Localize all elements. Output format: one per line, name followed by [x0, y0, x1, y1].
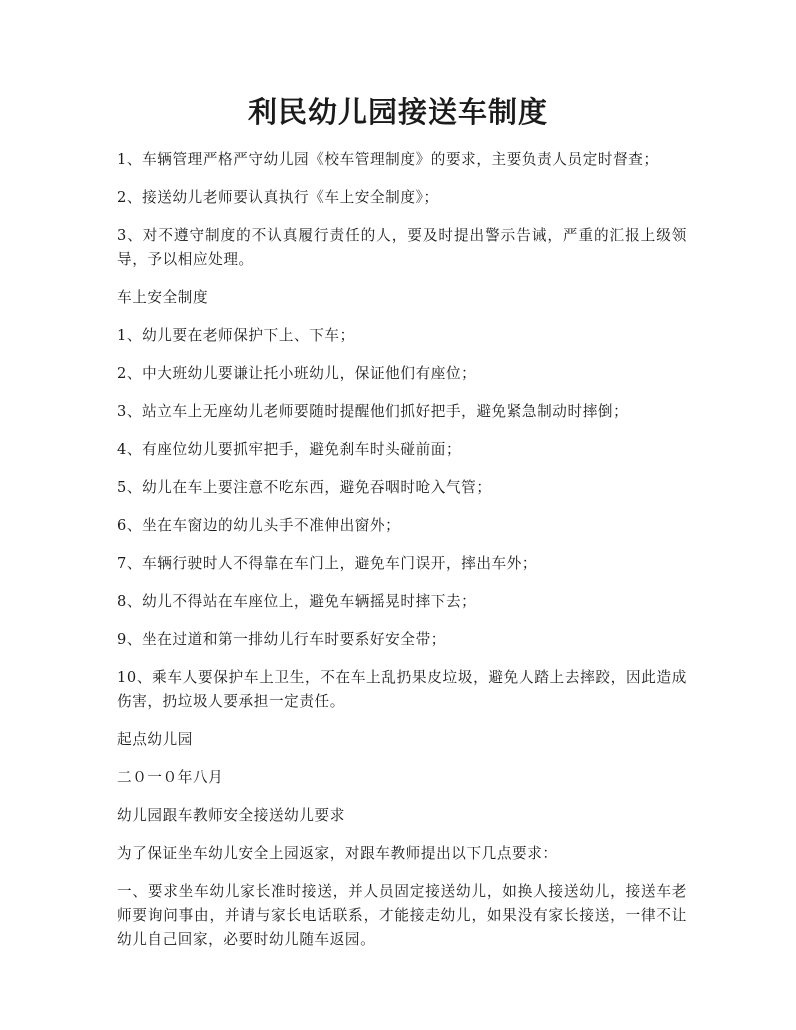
- paragraph-rule-1: 1、车辆管理严格严守幼儿园《校车管理制度》的要求，主要负责人员定时督查；: [117, 151, 659, 168]
- paragraph-safety-5: 5、幼儿在车上要注意不吃东西，避免吞咽时呛入气管；: [117, 479, 492, 496]
- paragraph-safety-6: 6、坐在车窗边的幼儿头手不准伸出窗外；: [117, 517, 401, 534]
- paragraph-safety-7: 7、车辆行驶时人不得靠在车门上，避免车门误开，摔出车外；: [117, 555, 538, 572]
- section-heading-safety: 车上安全制度: [117, 289, 209, 306]
- paragraph-rule-3: 3、对不遵守制度的不认真履行责任的人，要及时提出警示告诫，严重的汇报上级领导，予以相应处理。: [117, 227, 687, 268]
- document-body: [117, 148, 687, 966]
- paragraph-rule-2: 2、接送幼儿老师要认真执行《车上安全制度》；: [117, 189, 439, 206]
- paragraph-teacher-1: 一、要求坐车幼儿家长准时接送，并人员固定接送幼儿，如换人接送幼儿，接送车老师要询问事由，并请与家长电话联系，才能接走幼儿，如果没有家长接送，一律不让幼儿自己回家，必要时幼儿随车返园。: [117, 883, 687, 948]
- paragraph-safety-3: 3、站立车上无座幼儿老师要随时提醒他们抓好把手，避免紧急制动时摔倒；: [117, 403, 629, 420]
- paragraph-safety-2: 2、中大班幼儿要谦让托小班幼儿，保证他们有座位；: [117, 365, 477, 382]
- paragraph-safety-9: 9、坐在过道和第一排幼儿行车时要系好安全带；: [117, 631, 446, 648]
- paragraph-safety-8: 8、幼儿不得站在车座位上，避免车辆摇晃时摔下去；: [117, 593, 477, 610]
- paragraph-teacher-intro: 为了保证坐车幼儿安全上园返家，对跟车教师提出以下几点要求：: [117, 845, 558, 862]
- paragraph-safety-4: 4、有座位幼儿要抓牢把手，避免刹车时头碰前面；: [117, 441, 462, 458]
- signature-date: 二０一０年八月: [117, 769, 224, 786]
- document-title: 利民幼儿园接送车制度: [247, 95, 548, 129]
- section-heading-teacher: 幼儿园跟车教师安全接送幼儿要求: [117, 807, 345, 824]
- signature-org: 起点幼儿园: [117, 731, 193, 748]
- paragraph-safety-10: 10、乘车人要保护车上卫生，不在车上乱扔果皮垃圾，避免人踏上去摔跤，因此造成伤害，扔垃圾人要承担一定责任。: [117, 669, 687, 710]
- paragraph-safety-1: 1、幼儿要在老师保护下上、下车；: [117, 327, 355, 344]
